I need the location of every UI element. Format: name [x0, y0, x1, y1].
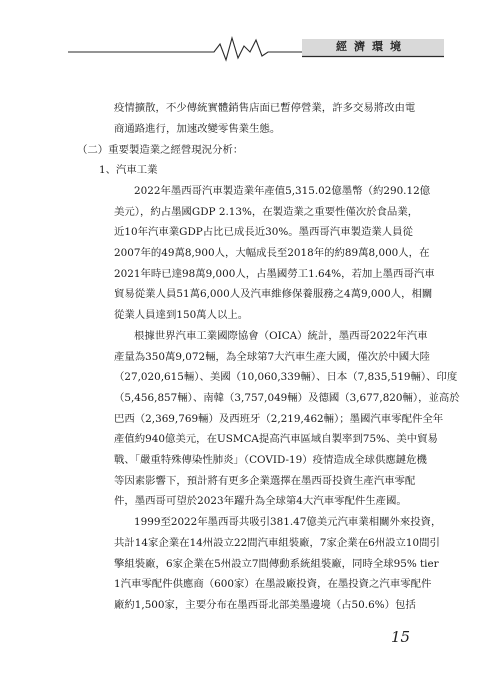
text-line: 戰、「嚴重特殊傳染性肺炎」（COVID-19）疫情造成全球供應鏈危機 [114, 454, 427, 466]
page-header [0, 0, 480, 70]
text-line: 2007年的49萬8,900人，大幅成長至2018年的約89萬8,000人，在 [114, 247, 430, 259]
heartbeat-line-decoration [0, 0, 480, 70]
text-line: 1汽車零配件供應商（600家）在墨設廠投資，在墨投資之汽車零配件 [114, 578, 432, 590]
text-line: 1999至2022年墨西哥共吸引381.47億美元汽車業相關外來投資， [134, 516, 442, 528]
text-line: 產值約940億美元，在USMCA提高汽車區域自製率到75%、美中貿易 [114, 433, 438, 445]
text-line: 等因素影響下，預計將有更多企業選擇在墨西哥投資生產汽車零配 [114, 475, 416, 487]
text-line: 件，墨西哥可望於2023年躍升為全球第4大汽車零配件生產國。 [114, 495, 407, 507]
section-heading: （二）重要製造業之經營現況分析： [77, 144, 244, 156]
text-line: 美元），約占墨國GDP 2.13%，在製造業之重要性僅次於食品業， [114, 206, 419, 218]
sub-heading: 1、汽車工業 [99, 164, 158, 176]
text-line: 商通路進行，加速改變零售業生態。 [114, 123, 281, 135]
text-line: 近10年汽車業GDP占比已成長近30%。墨西哥汽車製造業人員從 [114, 226, 413, 238]
text-line: 擎組裝廠，6家企業在5州設立7間傳動系統組裝廠，同時全球95% tier [114, 558, 439, 570]
text-line: （5,456,857輛）、南韓（3,757,049輛）及德國（3,677,820輛），並高於 [114, 392, 460, 404]
text-line: 2022年墨西哥汽車製造業年產值5,315.02億墨幣（約290.12億 [134, 185, 431, 197]
page-number: 15 [391, 628, 411, 646]
text-line: 疫情擴散，不少傳統實體銷售店面已暫停營業，許多交易將改由電 [114, 102, 416, 114]
text-line: 貿易從業人員51萬6,000人及汽車維修保養服務之4萬9,000人，相關 [114, 288, 433, 300]
text-line: 根據世界汽車工業國際協會（OICA）統計，墨西哥2022年汽車 [134, 330, 428, 342]
text-line: 廠約1,500家，主要分布在墨西哥北部美墨邊境（占50.6%）包括 [114, 599, 416, 611]
text-line: （27,020,615輛）、美國（10,060,339輛）、日本（7,835,519輛）、印度 [114, 371, 458, 383]
header-title: 經濟環境 [336, 40, 408, 53]
text-line: 從業人員達到150萬人以上。 [114, 309, 249, 321]
text-line: 產量為350萬9,072輛，為全球第7大汽車生產大國，僅次於中國大陸 [114, 351, 430, 363]
text-line: 共計14家企業在14州設立22間汽車組裝廠，7家企業在6州設立10間引 [114, 537, 440, 549]
text-line: 巴西（2,369,769輛）及西班牙（2,219,462輛）；墨國汽車零配件全年 [114, 413, 444, 425]
text-line: 2021年時已達98萬9,000人，占墨國勞工1.64%，若加上墨西哥汽車 [114, 268, 435, 280]
